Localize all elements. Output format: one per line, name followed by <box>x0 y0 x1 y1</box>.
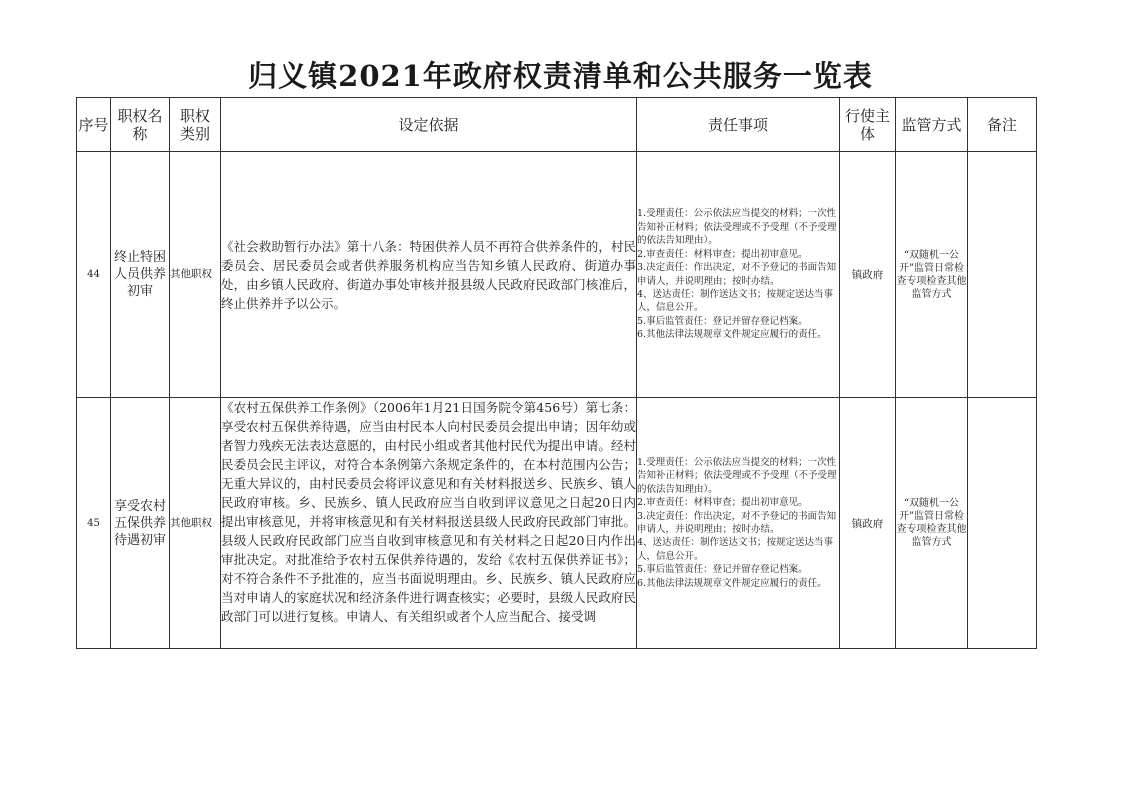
row-number: 45 <box>77 398 111 649</box>
header-supervision: 监管方式 <box>896 98 968 152</box>
responsibility-item: 1.受理责任：公示依法应当提交的材料；一次性告知补正材料；依法受理或不予受理（不予受理的依法告知理由）。 <box>637 208 837 247</box>
page-title: 归义镇2021年政府权责清单和公共服务一览表 <box>248 59 873 93</box>
supervision-method: “双随机一公开”监管日常检查专项检查其他监管方式 <box>896 152 968 398</box>
remark-cell <box>968 398 1037 649</box>
responsibility-item: 2.审查责任：材料审查；提出初审意见。 <box>637 497 808 509</box>
responsibility-item: 3.决定责任：作出决定，对不予登记的书面告知申请人，并说明理由；按时办结。 <box>637 510 837 535</box>
responsibility-item: 6.其他法律法规规章文件规定应履行的责任。 <box>637 577 827 589</box>
responsibility-item: 2.审查责任：材料审查；提出初审意见。 <box>637 248 808 260</box>
responsibility-item: 1.受理责任：公示依法应当提交的材料；一次性告知补正材料；依法受理或不予受理（不予受理的依法告知理由）。 <box>637 456 837 495</box>
supervision-method: “双随机一公开”监管日常检查专项检查其他监管方式 <box>896 398 968 649</box>
header-category: 职权类别 <box>170 98 221 152</box>
power-name: 享受农村五保供养待遇初审 <box>111 398 170 649</box>
power-list-table <box>76 97 1037 649</box>
power-category: 其他职权 <box>170 152 221 398</box>
responsibility-item: 6.其他法律法规规章文件规定应履行的责任。 <box>637 329 827 341</box>
power-category: 其他职权 <box>170 398 221 649</box>
power-name: 终止特困人员供养初审 <box>111 152 170 398</box>
remark-cell <box>968 152 1037 398</box>
header-no: 序号 <box>77 98 111 152</box>
table-header-row <box>77 98 1037 152</box>
responsibility-list <box>637 152 840 398</box>
responsibility-list <box>637 398 840 649</box>
legal-basis: 《社会救助暂行办法》第十八条：特困供养人员不再符合供养条件的，村民委员会、居民委员会或者供养服务机构应当告知乡镇人民政府、街道办事处，由乡镇人民政府、街道办事处审核并报县级人民政府民政部门核准后，终止供养并予以公示。 <box>221 152 637 398</box>
header-name: 职权名称 <box>111 98 170 152</box>
responsibility-item: 5.事后监管责任：登记并留存登记档案。 <box>637 315 808 327</box>
executing-body: 镇政府 <box>840 152 896 398</box>
responsibility-item: 4、送达责任：制作送达文书；按规定送达当事人，信息公开。 <box>637 288 834 314</box>
responsibility-item: 3.决定责任：作出决定，对不予登记的书面告知申请人，并说明理由；按时办结。 <box>637 262 837 287</box>
header-remark: 备注 <box>968 98 1037 152</box>
header-responsibilities: 责任事项 <box>637 98 840 152</box>
table-row <box>77 152 1037 398</box>
responsibility-item: 5.事后监管责任：登记并留存登记档案。 <box>637 564 808 576</box>
responsibility-item: 4、送达责任：制作送达文书；按规定送达当事人，信息公开。 <box>637 537 834 562</box>
table-row <box>77 398 1037 649</box>
legal-basis: 《农村五保供养工作条例》（2006年1月21日国务院令第456号）第七条：享受农村五保供养待遇，应当由村民本人向村民委员会提出申请；因年幼或者智力残疾无法表达意愿的，由村民小组或者其他村民代为提出申请。经村民委员会民主评议，对符合本条例第六条规定条件的，在本村范围内公告；无重大异议的，由村民委员会将评议意见和有关材料报送乡、民族乡、镇人民政府审核。乡、民族乡、镇人民政府应当自收到评议意见之日起20日内提出审核意见，并将审核意见和有关材料报送县级人民政府民政部门审批。县级人民政府民政部门应当自收到审核意见和有关材料之日起20日内作出审批决定。对批准给予农村五保供养待遇的，发给《农村五保供养证书》；对不符合条件不予批准的，应当书面说明理由。乡、民族乡、镇人民政府应当对申请人的家庭状况和经济条件进行调查核实；必要时，县级人民政府民政部门可以进行复核。申请人、有关组织或者个人应当配合、接受调 <box>221 398 637 649</box>
header-basis: 设定依据 <box>221 98 637 152</box>
executing-body: 镇政府 <box>840 398 896 649</box>
header-body: 行使主体 <box>840 98 896 152</box>
row-number: 44 <box>77 152 111 398</box>
